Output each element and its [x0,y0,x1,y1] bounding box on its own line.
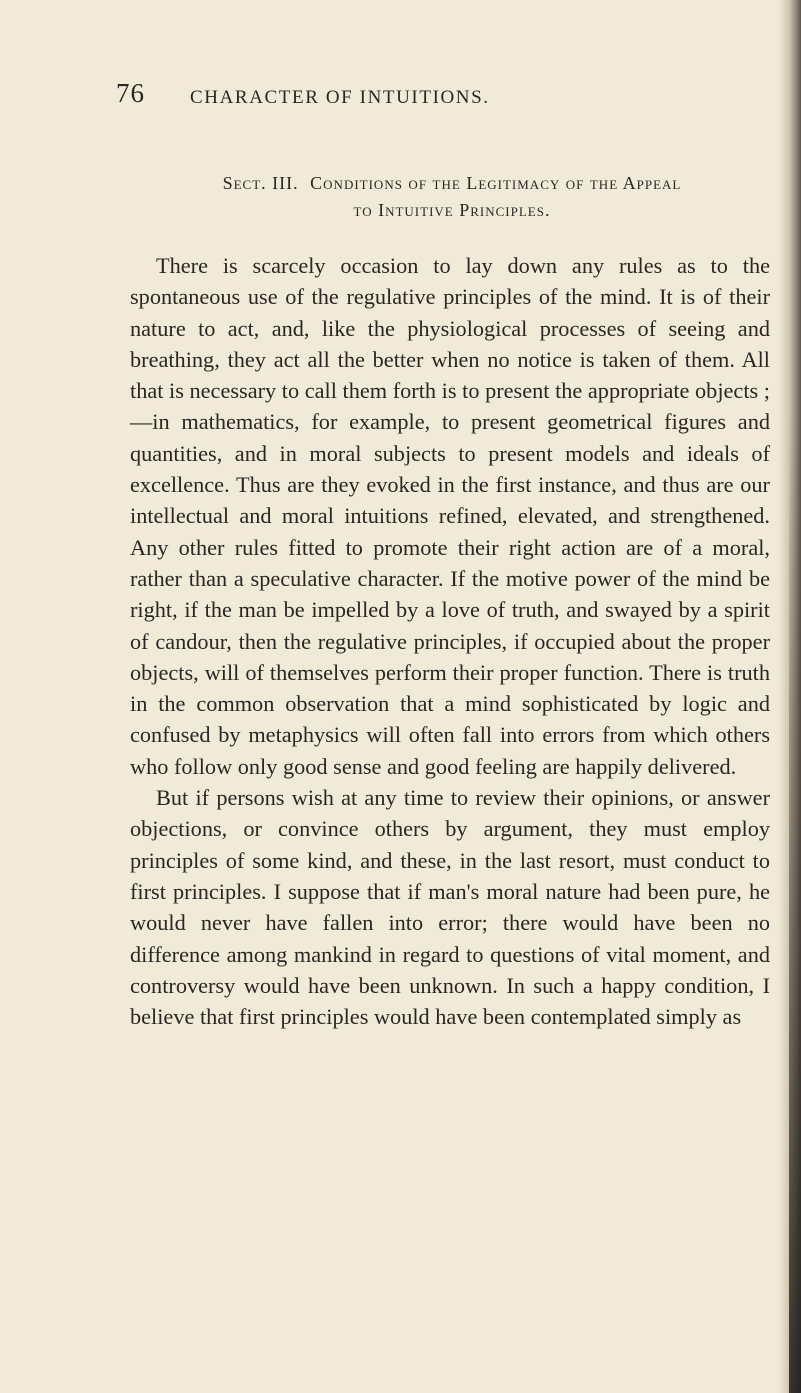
body-text [130,250,770,1032]
running-title: CHARACTER OF INTUITIONS. [190,87,490,108]
page-edge-shadow [789,420,801,1393]
section-title-line2: to Intuitive Principles. [353,200,551,220]
running-head [106,78,786,128]
section-heading [132,170,772,224]
paragraph: But if persons wish at any time to review their opinions, or answer objections, or convince others by argument, they must employ principles of some kind, and these, in the last resort, must conduct to first principles. I suppose that if man's moral nature had been pure, he would never have fallen into error; there would have been no difference among mankind in regard to questions of vital moment, and controversy would have been unknown. In such a happy condition, I believe that first principles would have been contemplated simply as [130,785,770,1030]
section-label: Sect. III. [222,173,299,193]
section-title-line1: Conditions of the Legitimacy of the Appeal [310,173,682,193]
paragraph: There is scarcely occasion to lay down any rules as to the spontaneous use of the regulative principles of the mind. It is of their nature to act, and, like the physiological processes of seeing and breathing, they act all the better when no notice is taken of them. All that is necessary to call them forth is to present the appropriate objects ;—in mathematics, for example, to present geometrical figures and quantities, and in moral subjects to present models and ideals of excellence. Thus are they evoked in the first instance, and thus are our intellectual and moral intuitions refined, elevated, and strengthened. Any other rules fitted to promote their right action are of a moral, rather than a speculative character. If the motive power of the mind be right, if the man be impelled by a love of truth, and swayed by a spirit of candour, then the regulative principles, if occupied about the proper objects, will of themselves perform their proper function. There is truth in the common observation that a mind sophisticated by logic and confused by metaphysics will often fall into errors from which others who follow only good sense and good feeling are happily delivered. [130,253,770,779]
page-number: 76 [116,78,145,108]
